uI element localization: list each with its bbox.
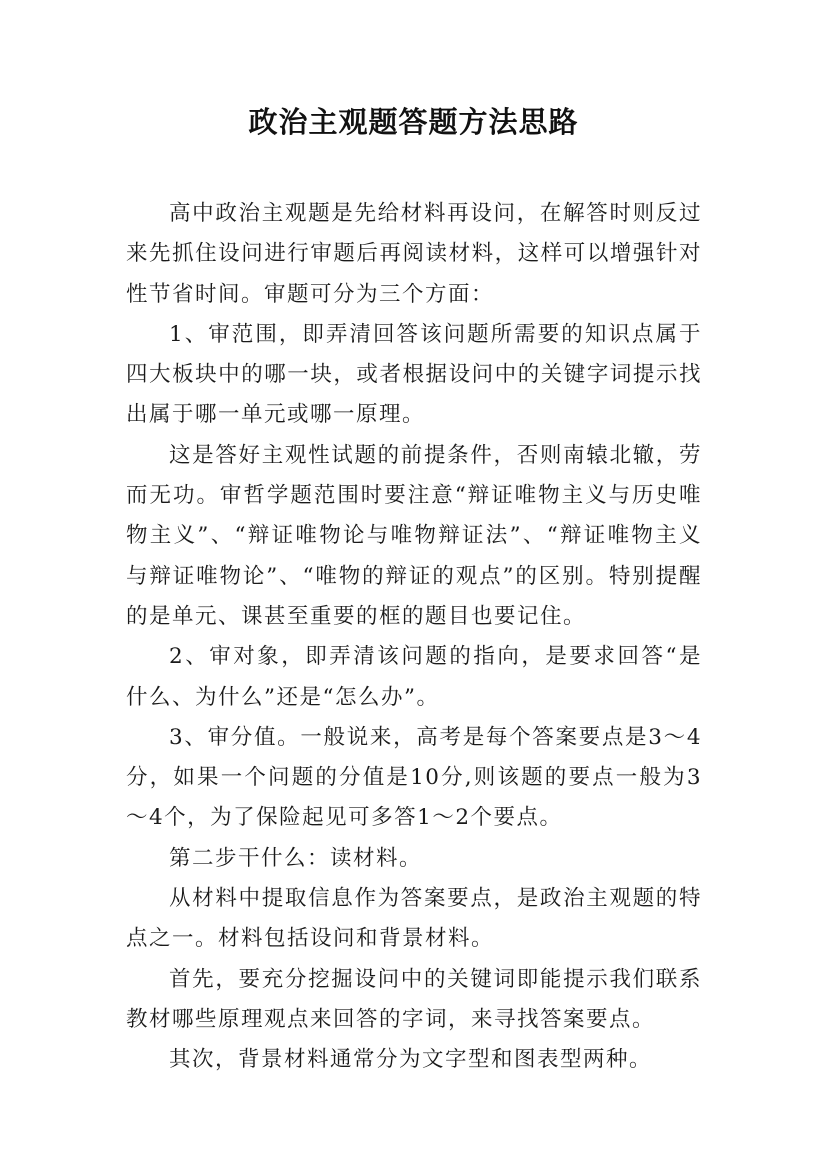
- paragraph: 第二步干什么：读材料。: [169, 845, 423, 871]
- paragraph: 1、审范围，即弄清回答该问题所需要的知识点属于四大板块中的哪一块，或者根据设问中的关键字词提示找出属于哪一单元或哪一原理。: [126, 321, 702, 428]
- paragraph: 2、审对象，即弄清该问题的指向，是要求回答“是什么、为什么”还是“怎么办”。: [126, 644, 702, 710]
- document-body: [126, 194, 702, 1081]
- paragraph: 高中政治主观题是先给材料再设问，在解答时则反过来先抓住设问进行审题后再阅读材料，这样可以增强针对性节省时间。审题可分为三个方面：: [126, 201, 702, 307]
- paragraph: 3、审分值。一般说来，高考是每个答案要点是3～4分，如果一个问题的分值是10分,则该题的要点一般为3～4个，为了保险起见可多答1～2个要点。: [126, 724, 702, 831]
- paragraph: 这是答好主观性试题的前提条件，否则南辕北辙，劳而无功。审哲学题范围时要注意“辩证唯物主义与历史唯物主义”、“辩证唯物论与唯物辩证法”、“辩证唯物主义与辩证唯物论”、“唯物的辩证的观点”的区别。特别提醒的是单元、课甚至重要的框的题目也要记住。: [126, 442, 702, 629]
- paragraph: 首先，要充分挖掘设问中的关键词即能提示我们联系教材哪些原理观点来回答的字词，来寻找答案要点。: [126, 966, 702, 1032]
- paragraph: 从材料中提取信息作为答案要点，是政治主观题的特点之一。材料包括设问和背景材料。: [126, 886, 702, 952]
- paragraph: 其次，背景材料通常分为文字型和图表型两种。: [169, 1047, 653, 1073]
- document-title: 政治主观题答题方法思路: [248, 105, 579, 139]
